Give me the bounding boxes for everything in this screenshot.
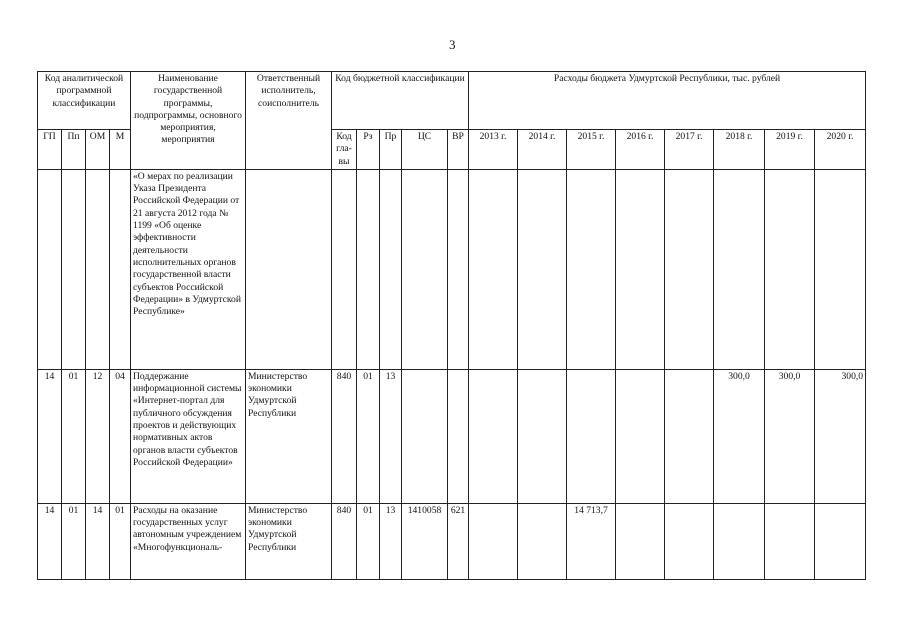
cell-gp: 14 (38, 369, 62, 503)
header-analytic-code: Код аналитической программной классификации (38, 72, 131, 130)
header-kod-glavy: Код гла-вы (332, 130, 357, 170)
header-executor: Ответственный исполнитель, соисполнитель (246, 72, 332, 170)
cell-gp: 14 (38, 503, 62, 579)
table-row (38, 503, 866, 579)
cell-amount-2014 (518, 503, 567, 579)
cell-vr: 621 (448, 503, 469, 579)
cell-vr (448, 369, 469, 503)
header-year-2017: 2017 г. (665, 130, 714, 170)
cell-amount-2014 (518, 369, 567, 503)
cell-cs (402, 169, 448, 369)
cell-pr: 13 (380, 369, 402, 503)
cell-kod-glavy (332, 169, 357, 369)
cell-amount-2017 (665, 369, 714, 503)
cell-amount-2020 (815, 169, 866, 369)
table-row (38, 169, 866, 369)
cell-m (110, 169, 131, 369)
cell-gp (38, 169, 62, 369)
header-cs: ЦС (402, 130, 448, 170)
header-program-name: Наименование государственной программы, подпрограммы, основного мероприятия, мероприятия (131, 72, 246, 170)
header-year-2016: 2016 г. (616, 130, 665, 170)
cell-amount-2015 (567, 169, 616, 369)
cell-amount-2019: 300,0 (765, 369, 815, 503)
cell-vr (448, 169, 469, 369)
cell-amount-2015: 14 713,7 (567, 503, 616, 579)
header-budget-code: Код бюджетной классификации (332, 72, 469, 130)
header-year-2018: 2018 г. (714, 130, 765, 170)
cell-cs (402, 369, 448, 503)
cell-amount-2020: 300,0 (815, 369, 866, 503)
header-year-2014: 2014 г. (518, 130, 567, 170)
header-year-2020: 2020 г. (815, 130, 866, 170)
cell-pr (380, 169, 402, 369)
page-number: 3 (449, 37, 456, 52)
table-row (38, 369, 866, 503)
cell-amount-2015 (567, 369, 616, 503)
header-om: ОМ (86, 130, 110, 170)
cell-om (86, 169, 110, 369)
cell-rz: 01 (357, 369, 380, 503)
cell-amount-2013 (469, 169, 518, 369)
cell-executor (246, 169, 332, 369)
cell-pp: 01 (62, 503, 86, 579)
cell-amount-2018 (714, 169, 765, 369)
cell-executor: Министерство экономики Удмуртской Республики (246, 503, 332, 579)
header-expenses: Расходы бюджета Удмуртской Республики, тыс. рублей (469, 72, 866, 130)
cell-amount-2017 (665, 169, 714, 369)
cell-name: Расходы на оказание государственных услуг автономным учреждением «Многофункциональ- (131, 503, 246, 579)
cell-rz (357, 169, 380, 369)
cell-rz: 01 (357, 503, 380, 579)
cell-amount-2013 (469, 369, 518, 503)
cell-name: «О мерах по реализации Указа Президента Российской Федерации от 21 августа 2012 года № 1199 «Об оценке эффективности деятельности исполнительных органов государственной власти субъектов Российской Федерации» в Удмуртской Республике» (131, 169, 246, 369)
cell-amount-2017 (665, 503, 714, 579)
cell-m: 01 (110, 503, 131, 579)
cell-amount-2014 (518, 169, 567, 369)
header-year-2015: 2015 г. (567, 130, 616, 170)
cell-om: 12 (86, 369, 110, 503)
header-year-2019: 2019 г. (765, 130, 815, 170)
header-rz: Рз (357, 130, 380, 170)
cell-amount-2016 (616, 503, 665, 579)
cell-om: 14 (86, 503, 110, 579)
cell-m: 04 (110, 369, 131, 503)
cell-amount-2018: 300,0 (714, 369, 765, 503)
header-year-2013: 2013 г. (469, 130, 518, 170)
budget-table (37, 71, 866, 580)
cell-pp (62, 169, 86, 369)
header-pr: Пр (380, 130, 402, 170)
header-m: М (110, 130, 131, 170)
cell-amount-2016 (616, 369, 665, 503)
cell-name: Поддержание информационной системы «Интернет-портал для публичного обсуждения проектов и действующих нормативных актов органов власти субъектов Российской Федерации» (131, 369, 246, 503)
cell-amount-2019 (765, 503, 815, 579)
cell-amount-2018 (714, 503, 765, 579)
cell-pp: 01 (62, 369, 86, 503)
cell-kod-glavy: 840 (332, 503, 357, 579)
cell-pr: 13 (380, 503, 402, 579)
cell-cs: 1410058 (402, 503, 448, 579)
header-row-1 (38, 72, 866, 130)
header-gp: ГП (38, 130, 62, 170)
cell-amount-2016 (616, 169, 665, 369)
header-pp: Пп (62, 130, 86, 170)
cell-amount-2019 (765, 169, 815, 369)
cell-kod-glavy: 840 (332, 369, 357, 503)
cell-amount-2013 (469, 503, 518, 579)
cell-executor: Министерство экономики Удмуртской Республики (246, 369, 332, 503)
header-vr: ВР (448, 130, 469, 170)
cell-amount-2020 (815, 503, 866, 579)
